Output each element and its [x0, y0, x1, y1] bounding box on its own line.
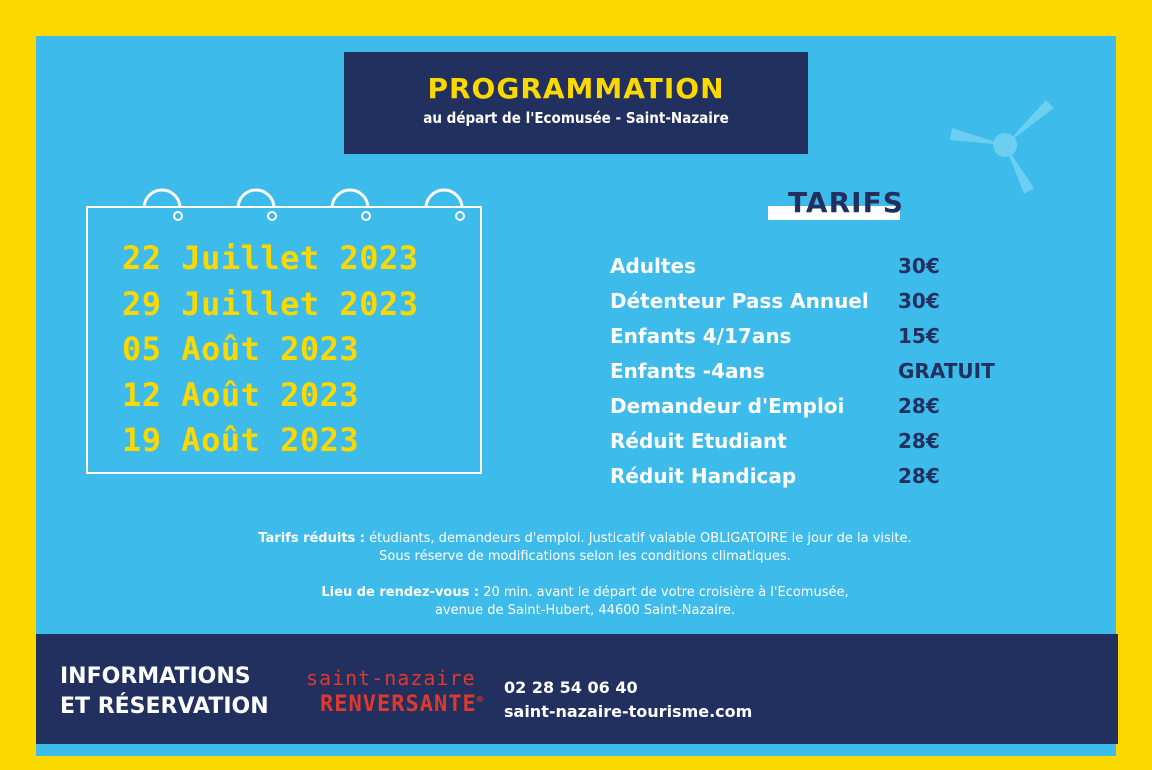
date-item: 22 Juillet 2023	[122, 239, 419, 277]
price-list	[610, 250, 1030, 495]
program-title: PROGRAMMATION	[427, 72, 725, 105]
price-value: 30€	[898, 254, 940, 278]
price-label: Adultes	[610, 254, 696, 278]
calendar-ring-icon	[422, 186, 466, 226]
price-row	[610, 320, 1030, 355]
calendar-ring-icon	[140, 186, 184, 226]
calendar-ring-icon	[328, 186, 372, 226]
meeting-text: 20 min. avant le départ de votre croisière à l'Ecomusée,	[479, 585, 849, 600]
price-row	[610, 355, 1030, 390]
brand-name: RENVERSANTE	[320, 692, 477, 717]
price-value: 28€	[898, 464, 940, 488]
reduced-text: étudiants, demandeurs d'emploi. Justicatif valable OBLIGATOIRE le jour de la visite.	[365, 531, 912, 546]
price-row	[610, 425, 1030, 460]
website-link[interactable]: saint-nazaire-tourisme.com	[504, 702, 753, 721]
tarifs-heading	[768, 186, 904, 219]
date-item: 19 Août 2023	[122, 421, 360, 459]
propeller-icon	[950, 90, 1060, 200]
price-label: Détenteur Pass Annuel	[610, 289, 869, 313]
program-subtitle: au départ de l'Ecomusée - Saint-Nazaire	[423, 109, 729, 127]
price-label: Réduit Etudiant	[610, 429, 787, 453]
registered-mark: ®	[476, 694, 484, 706]
price-row	[610, 250, 1030, 285]
price-value: 30€	[898, 289, 940, 313]
brand-logo-top: saint-nazaire	[306, 666, 476, 690]
price-value: 28€	[898, 429, 940, 453]
brand-logo-bottom	[320, 692, 484, 717]
price-label: Enfants 4/17ans	[610, 324, 792, 348]
price-value: 15€	[898, 324, 940, 348]
date-item: 12 Août 2023	[122, 375, 360, 414]
price-row	[610, 460, 1030, 495]
info-heading	[60, 662, 269, 722]
info-line: ET RÉSERVATION	[60, 694, 269, 719]
date-list	[122, 236, 418, 464]
address-note: avenue de Saint-Hubert, 44600 Saint-Nazaire.	[434, 603, 736, 618]
info-notes	[200, 530, 970, 620]
footer-bar	[36, 634, 1118, 744]
info-line: INFORMATIONS	[60, 664, 251, 689]
price-row	[610, 285, 1030, 320]
price-label: Enfants -4ans	[610, 359, 765, 383]
date-item: 29 Juillet 2023	[122, 284, 419, 323]
meeting-note	[200, 584, 970, 602]
reduced-note	[200, 530, 970, 548]
meeting-label: Lieu de rendez-vous :	[321, 585, 480, 600]
price-label: Réduit Handicap	[610, 464, 797, 488]
price-label: Demandeur d'Emploi	[610, 394, 845, 418]
phone-number[interactable]: 02 28 54 06 40	[504, 678, 638, 697]
price-row	[610, 390, 1030, 425]
weather-note: Sous réserve de modifications selon les conditions climatiques.	[379, 549, 791, 564]
tarifs-title: TARIFS	[788, 186, 904, 219]
date-item: 05 Août 2023	[122, 330, 360, 368]
calendar-ring-icon	[234, 186, 278, 226]
price-value: GRATUIT	[898, 359, 995, 383]
reduced-label: Tarifs réduits :	[258, 531, 366, 546]
program-header	[344, 52, 808, 154]
price-value: 28€	[898, 394, 940, 418]
